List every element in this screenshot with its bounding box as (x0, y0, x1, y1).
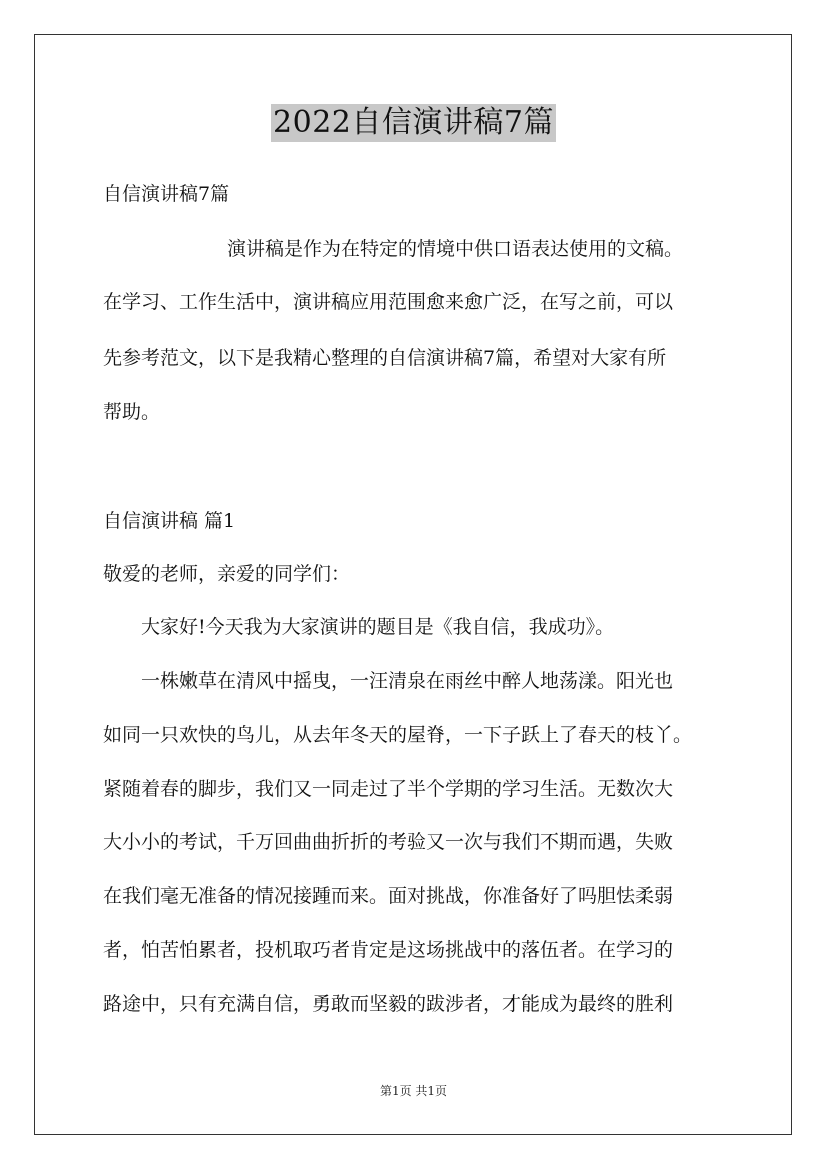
body-line-7: 者，怕苦怕累者，投机取巧者肯定是这场挑战中的落伍者。在学习的 (103, 939, 674, 961)
title-container (0, 104, 827, 142)
body-line-4: 紧随着春的脚步，我们又一同走过了半个学期的学习生活。无数次大 (103, 778, 674, 800)
intro-line-4: 帮助。 (103, 401, 161, 423)
page-footer: 第1页 共1页 (379, 1084, 448, 1098)
document-subtitle: 自信演讲稿7篇 (103, 183, 230, 205)
intro-line-2: 在学习、工作生活中，演讲稿应用范围愈来愈广泛，在写之前，可以 (103, 291, 674, 313)
intro-line-1: 演讲稿是作为在特定的情境中供口语表达使用的文稿。 (227, 238, 684, 260)
intro-line-3: 先参考范文，以下是我精心整理的自信演讲稿7篇，希望对大家有所 (103, 347, 667, 369)
body-line-8: 路途中，只有充满自信，勇敢而坚毅的跋涉者，才能成为最终的胜利 (103, 993, 674, 1015)
document-title: 2022自信演讲稿7篇 (273, 105, 554, 140)
body-line-2: 一株嫩草在清风中摇曳，一汪清泉在雨丝中醉人地荡漾。阳光也 (141, 670, 674, 692)
body-line-1: 大家好!今天我为大家演讲的题目是《我自信，我成功》。 (141, 616, 615, 638)
body-line-5: 大小小的考试，千万回曲曲折折的考验又一次与我们不期而遇，失败 (103, 831, 674, 853)
section-heading: 自信演讲稿 篇1 (103, 510, 236, 532)
body-line-6: 在我们毫无准备的情况接踵而来。面对挑战，你准备好了吗胆怯柔弱 (103, 885, 674, 907)
salutation: 敬爱的老师，亲爱的同学们： (103, 563, 351, 585)
body-line-3: 如同一只欢快的鸟儿，从去年冬天的屋脊，一下子跃上了春天的枝丫。 (103, 724, 693, 746)
